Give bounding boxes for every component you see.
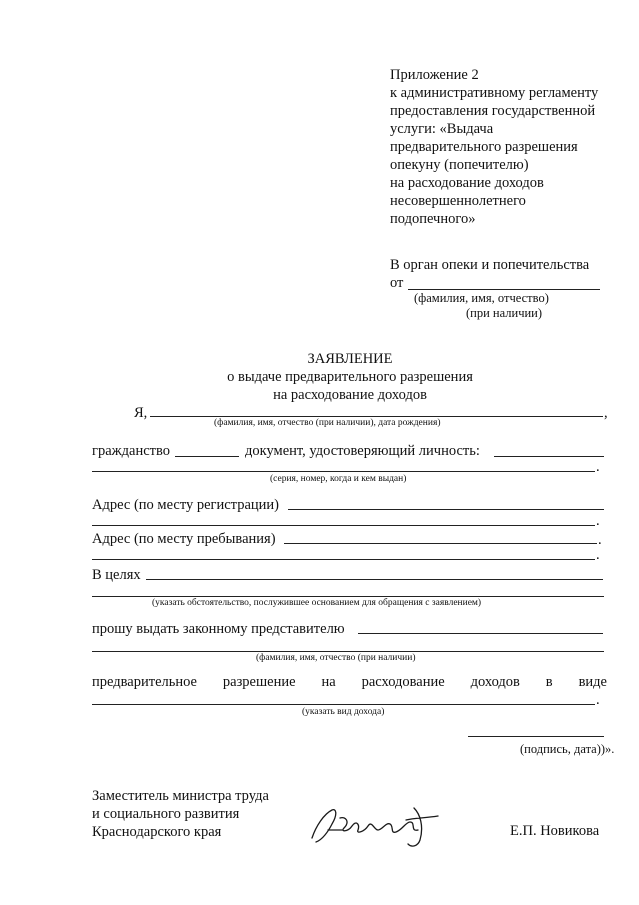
purpose-caption: (указать обстоятельство, послужившее основанием для обращения с заявлением): [152, 598, 482, 608]
permission-word: виде: [578, 674, 607, 690]
i-comma: ,: [604, 405, 608, 421]
address-registration-label: Адрес (по месту регистрации): [92, 497, 279, 513]
income-type-caption: (указать вид дохода): [302, 707, 385, 717]
official-position-line: Заместитель министра труда: [92, 788, 269, 804]
appendix-line: несовершеннолетнего: [390, 193, 526, 209]
appendix-line: предварительного разрешения: [390, 139, 578, 155]
permission-word: в: [545, 674, 553, 690]
period-mark: .: [596, 692, 600, 708]
period-mark: .: [598, 532, 602, 548]
appendix-line: подопечного»: [390, 211, 476, 227]
signatory-name: Е.П. Новикова: [510, 823, 600, 839]
citizenship-field[interactable]: [175, 456, 239, 457]
signature-caption: (подпись, дата))».: [520, 742, 615, 756]
period-mark: .: [596, 547, 600, 563]
document-title: ЗАЯВЛЕНИЕ: [307, 351, 393, 367]
permission-word: предварительное: [92, 674, 197, 690]
official-position-line: Краснодарского края: [92, 824, 222, 840]
addressee-caption-name: (фамилия, имя, отчество): [414, 291, 549, 305]
signature-field[interactable]: [468, 736, 604, 737]
purpose-field[interactable]: [146, 579, 603, 580]
period-mark: .: [596, 459, 600, 475]
appendix-line: на расходование доходов: [390, 175, 544, 191]
applicant-name-caption: (фамилия, имя, отчество (при наличии), дата рождения): [214, 418, 441, 428]
address-registration-field[interactable]: [288, 509, 604, 510]
representative-caption: (фамилия, имя, отчество (при наличии): [256, 653, 416, 663]
address-stay-label: Адрес (по месту пребывания): [92, 531, 276, 547]
permission-word: на: [321, 674, 336, 690]
permission-word: доходов: [470, 674, 520, 690]
permission-line: [92, 673, 607, 691]
purpose-label: В целях: [92, 567, 141, 583]
id-document-caption: (серия, номер, когда и кем выдан): [270, 474, 407, 484]
purpose-field-2[interactable]: [92, 596, 604, 597]
appendix-line: услуги: «Выдача: [390, 121, 494, 137]
income-type-field[interactable]: [92, 704, 595, 705]
request-label: прошу выдать законному представителю: [92, 621, 345, 637]
handwritten-signature: [302, 800, 452, 852]
address-registration-field-2[interactable]: [92, 525, 595, 526]
appendix-line: опекуну (попечителю): [390, 157, 529, 173]
addressee-organ: В орган опеки и попечительства: [390, 257, 590, 273]
document-subtitle-1: о выдаче предварительного разрешения: [227, 369, 473, 385]
appendix-line: предоставления государственной: [390, 103, 596, 119]
addressee-from-label: от: [390, 275, 404, 291]
appendix-block: [390, 66, 598, 228]
period-mark: .: [596, 513, 600, 529]
official-position: [92, 787, 269, 841]
applicant-name-field[interactable]: [150, 416, 603, 417]
i-label: Я,: [134, 405, 148, 421]
permission-word: разрешение: [222, 674, 296, 690]
permission-word: расходование: [361, 674, 445, 690]
id-document-field-2[interactable]: [92, 471, 595, 472]
address-stay-field-2[interactable]: [92, 559, 595, 560]
id-document-field[interactable]: [494, 456, 604, 457]
address-stay-field[interactable]: [284, 543, 597, 544]
appendix-line: Приложение 2: [390, 67, 479, 83]
appendix-line: к административному регламенту: [390, 85, 599, 101]
id-document-label: документ, удостоверяющий личность:: [245, 443, 480, 459]
citizenship-label: гражданство: [92, 443, 170, 459]
addressee-caption-optional: (при наличии): [466, 306, 543, 320]
representative-field-2[interactable]: [92, 651, 604, 652]
representative-field[interactable]: [358, 633, 603, 634]
official-position-line: и социального развития: [92, 806, 240, 822]
document-subtitle-2: на расходование доходов: [273, 387, 427, 403]
